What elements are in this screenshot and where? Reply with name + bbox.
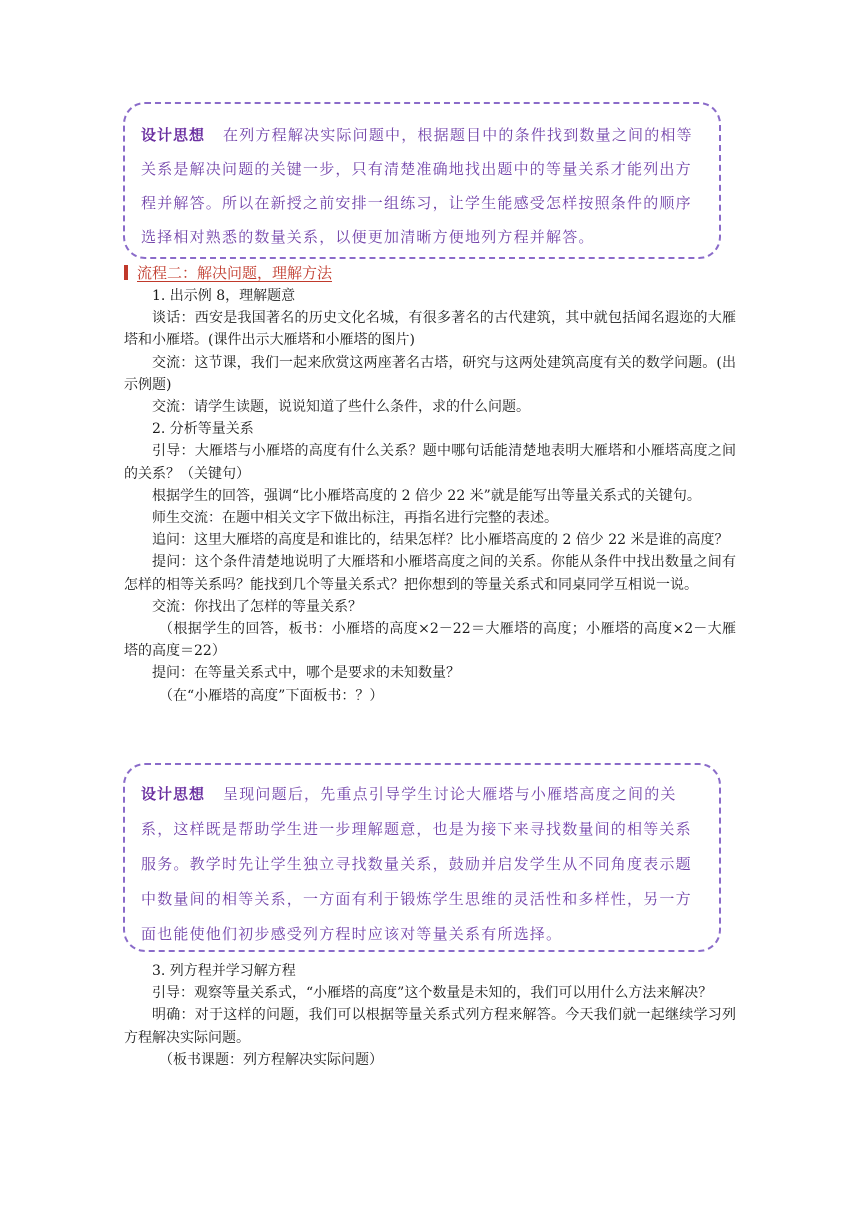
body-paragraph: 提问：在等量关系式中，哪个是要求的未知数量？ bbox=[152, 665, 460, 682]
lesson-text-block-1 bbox=[124, 285, 736, 707]
body-paragraph: 明确：对于这样的问题，我们可以根据等量关系式列方程来解答。今天我们就一起继续学习列方程解决实际问题。 bbox=[124, 1007, 736, 1046]
design-thought-label: 设计思想 bbox=[141, 126, 206, 144]
board-note-paragraph: （在“小雁塔的高度”下面板书：？） bbox=[159, 687, 384, 704]
board-note-paragraph: （根据学生的回答，板书：小雁塔的高度×2－22＝大雁塔的高度；小雁塔的高度×2－大雁塔的高度＝22） bbox=[124, 621, 736, 660]
body-paragraph: 交流：你找出了怎样的等量关系？ bbox=[152, 598, 362, 615]
heading-marker-bar bbox=[124, 265, 128, 280]
section-heading bbox=[124, 262, 332, 282]
step-title: 3. 列方程并学习解方程 bbox=[152, 963, 296, 979]
body-paragraph: 谈话：西安是我国著名的历史文化名城，有很多著名的古代建筑，其中就包括闻名遐迩的大雁塔和小雁塔。(课件出示大雁塔和小雁塔的图片) bbox=[124, 310, 736, 349]
body-paragraph: 引导：观察等量关系式，“小雁塔的高度”这个数量是未知的，我们可以用什么方法来解决？ bbox=[152, 985, 713, 1002]
body-paragraph: 师生交流：在题中相关文字下做出标注，再指名进行完整的表述。 bbox=[152, 510, 558, 527]
board-note-paragraph: （板书课题：列方程解决实际问题） bbox=[159, 1051, 383, 1068]
design-thought-paragraph bbox=[141, 118, 703, 254]
lesson-text-block-2 bbox=[124, 960, 736, 1071]
step-title: 2. 分析等量关系 bbox=[152, 421, 254, 438]
design-thought-box-1 bbox=[123, 102, 721, 259]
design-thought-paragraph bbox=[141, 777, 703, 952]
design-thought-text: 呈现问题后，先重点引导学生讨论大雁塔与小雁塔高度之间的关系，这样既是帮助学生进一步理解题意，也是为接下来寻找数量间的相等关系服务。教学时先让学生独立寻找数量关系，鼓励并启发学生从不同角度表示题中数量间的相等关系，一方面有利于锻炼学生思维的灵活性和多样性，另一方面也能使他们初步感受列方程时应该对等量关系有所选择。 bbox=[141, 785, 692, 943]
body-paragraph: 交流：请学生读题，说说知道了些什么条件，求的什么问题。 bbox=[152, 399, 530, 416]
section-heading-text: 流程二：解决问题，理解方法 bbox=[137, 263, 333, 282]
body-paragraph: 根据学生的回答，强调“比小雁塔高度的 2 倍少 22 米”就是能写出等量关系式的关键句。 bbox=[152, 487, 701, 504]
step-title: 1. 出示例 8，理解题意 bbox=[152, 288, 296, 304]
design-thought-text: 在列方程解决实际问题中，根据题目中的条件找到数量之间的相等关系是解决问题的关键一步，只有清楚准确地找出题中的等量关系才能列出方程并解答。所以在新授之前安排一组练习，让学生能感受怎样按照条件的顺序选择相对熟悉的数量关系，以便更加清晰方便地列方程并解答。 bbox=[141, 126, 693, 246]
design-thought-box-2 bbox=[123, 763, 721, 952]
body-paragraph: 引导：大雁塔与小雁塔的高度有什么关系？题中哪句话能清楚地表明大雁塔和小雁塔高度之间的关系？（关键句） bbox=[124, 443, 736, 482]
body-paragraph: 追问：这里大雁塔的高度是和谁比的，结果怎样？比小雁塔高度的 2 倍少 22 米是谁的高度？ bbox=[152, 532, 729, 549]
body-paragraph: 交流：这节课，我们一起来欣赏这两座著名古塔，研究与这两处建筑高度有关的数学问题。(出示例题) bbox=[124, 354, 736, 393]
design-thought-label: 设计思想 bbox=[141, 785, 206, 803]
body-paragraph: 提问：这个条件清楚地说明了大雁塔和小雁塔高度之间的关系。你能从条件中找出数量之间有怎样的相等关系吗？能找到几个等量关系式？把你想到的等量关系式和同桌同学互相说一说。 bbox=[124, 554, 736, 593]
